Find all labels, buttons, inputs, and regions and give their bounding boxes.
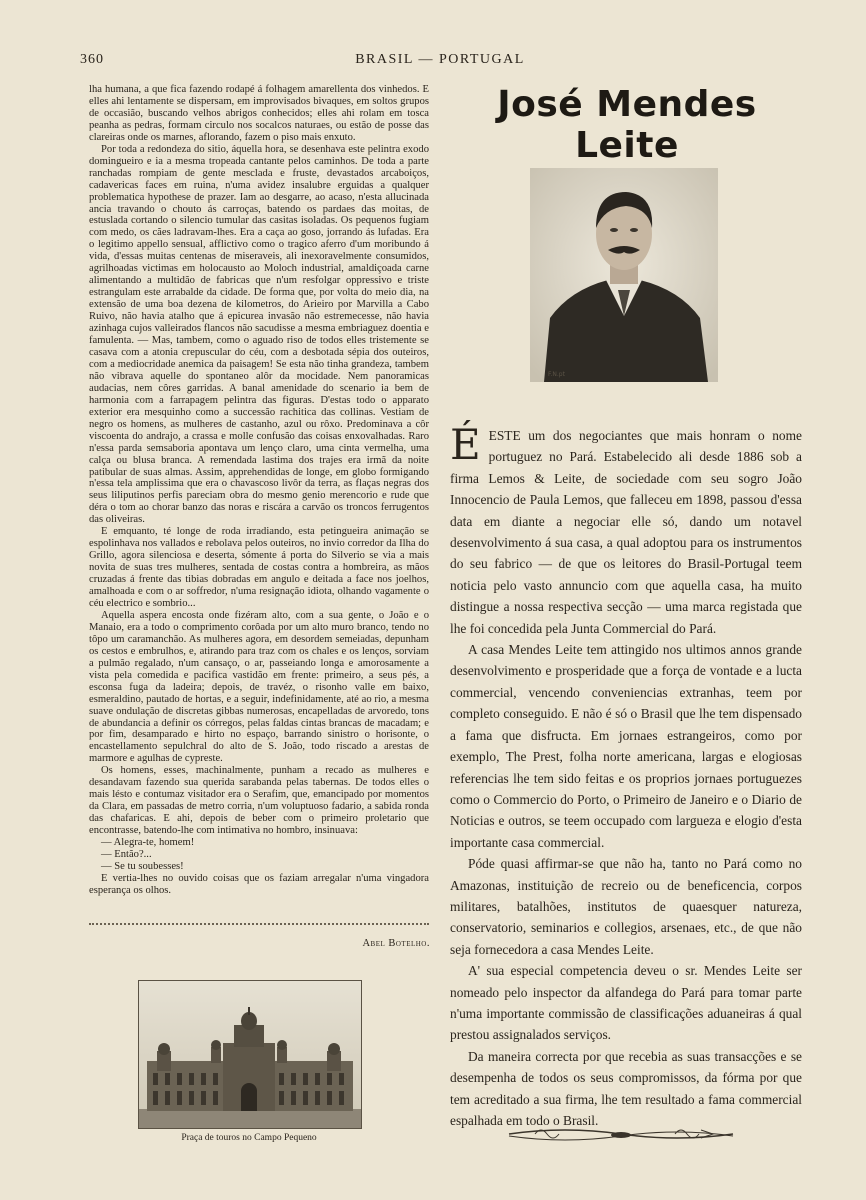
article-title: José Mendes Leite <box>497 84 757 166</box>
running-header: BRASIL — PORTUGAL <box>355 52 525 67</box>
photo-caption: Praça de touros no Campo Pequeno <box>181 1133 317 1143</box>
author-signature: Abel Botelho. <box>362 938 430 949</box>
left-paragraph: Os homens, esses, machinalmente, punham a recado as mulheres e desandavam fazendo sua querida sarabanda pelas tabernas. De todos elles o mais lésto e contumaz visitador era o Serafim, que, emancipado por momentos da Clara, em passadas de metro corria, n'um voluptuoso fadario, a sabida ronda das chafaricas. E ahi, depois de beber com o primeiro proletario que encontrasse, batendo-lhe com intimativa no hombro, insinuava: <box>89 765 429 837</box>
right-paragraph: A' sua especial competencia deveu o sr. Mendes Leite ser nomeado pelo inspector da alfandega do Pará para tomar parte n'uma importante commissão de classificações aduaneiras á qual prestou assignalados serviços. <box>450 963 802 1043</box>
left-paragraph: E vertia-lhes no ouvido coisas que os faziam arregalar n'uma vingadora esperança os olhos. <box>89 872 429 896</box>
right-paragraph-text: ESTE um dos negociantes que mais honram o nome portuguez no Pará. Estabelecido ali desde 1886 sob a firma Lemos & Leite, de sociedade com seu sogro João Innocencio de Paula Lemos, que falleceu em 1898, passou d'essa data em diante a negociar elle só, dando um notavel desenvolvimento á sua casa, a qual adoptou para os instrumentos do seu fabrico — de que os leitores do Brasil-Portugal teem noticia pelo vasto annuncio com que aquella casa, ha muito distingue a nossa respectiva secção — uma marca registada que lhe foi concedida pela Junta Commercial do Pará. <box>450 428 802 636</box>
ornament-divider <box>505 1122 737 1146</box>
dotted-divider <box>89 915 429 925</box>
left-dialogue-line: — Então?... <box>101 849 152 860</box>
right-paragraph <box>450 420 802 639</box>
photo-credit: F.N.pt <box>548 371 565 378</box>
right-paragraph: A casa Mendes Leite tem attingido nos ultimos annos grande desenvolvimento e prosperidade que a força de vontade e a lucta commercial, vencendo conveniencias extranhas, teem por completo conseguido. E não é só o Brasil que lhe tem dispensado a fama que disfructa. Em jornaes estrangeiros, como por exemplo, The Prest, folha norte americana, largas e elogiosas referencias lhe tem sido feitas e os proprios jornaes portuguezes como o Commercio do Porto, o Primeiro de Janeiro e o Diario de Noticias e outros, se teem occupado com largueza e elogio d'esta importante casa commercial. <box>450 642 802 850</box>
left-paragraph: Aquella aspera encosta onde fizéram alto, com a sua gente, o João e o Manaio, era a todo o comprimento corôada por um alto muro branco, tendo no tôpo um caramanchão. As mulheres agora, em desordem semeiadas, depunham os cestos e embrulhos, e, atirando para traz com os chales e os lenços, sorviam a pulmão regalado, n'um cansaço, o ar, passeiando longa e amorosamente a vista pela comedida e pacifica vastidão em frente: primeiro, a seus pés, a esconsa fuga da ladeira; depois, de travéz, o risonho valle em baixo, esmeraldino, pautado de hortas, e a seguir, indefinidamente, até ao rio, a mesma suave ondulação de discretas gibbas numerosas, encapelladas de arvoredo, tons de abundancia a definir os córregos, pelas faldas cintas brancas de macadam; e por fim, desamparado e hirto no espaço, barrando sinistro o horisonte, o encastellamento sepulchral do alto de S. João, todo riscado a arestas de marmore e agulhas de cypreste. <box>89 609 429 765</box>
page-number: 360 <box>80 52 104 67</box>
right-paragraph: Da maneira correcta por que recebia as suas transacções e se desempenha de todos os seus compromissos, da fórma por que tem acreditado a sua firma, lhe tem resultado a fama commercial espalhada em todo o Brasil. <box>450 1048 802 1128</box>
left-dialogue-line: — Alegra-te, homem! <box>101 837 195 849</box>
drop-cap: É <box>450 420 481 469</box>
bullring-photo <box>138 980 362 1129</box>
left-paragraph: lha humana, a que fica fazendo rodapé á folhagem amarellenta dos vinhedos. E elles ahi lentamente se dispersam, em improvisados bivaques, em soltos grupos de occasião, buscando velhos abrigos conhecidos; elles ahi rolam em tosca peanha as pedras, formam circulo nos socalcos naturaes, ou estão de posse das clareiras onde os marnes, aflorando, fazem o piso mais enxuto. <box>89 84 429 143</box>
portrait-photo <box>530 168 718 382</box>
left-article-body <box>89 84 429 897</box>
left-dialogue-line: — Se tu soubesses! <box>101 860 184 872</box>
left-paragraph: Por toda a redondeza do sitio, áquella hora, se desenhava este pelintra exodo domingueiro e ia a mesma tropeada cantante pelos caminhos. De toda a parte ranchadas rompiam de gente mesclada e fruste, devastados arcaboiços, cadavericas faces em ruina, n'uma avidez insalubre erguidas a qualquer problematica hypothese de prazer. Iam ao desgarre, ao acaso, n'esta allucinada ancia travando o chouto ás carroças, batendo os pardaes das moitas, de estuslada cortando o silencio tumular das casitas isoladas. Os pequenos fugiam com medo, os cães ladravam-lhes. Era a caça ao goso, jorrando ás lufadas. Era o legitimo appello sensual, afflictivo como o tragico aferro d'um moribundo á vida, d'essas muitas centenas de miseraveis, ali inexoravelmente consumidos, agrilhoadas victimas em holocausto ao Moloch industrial, amaldiçoada carne alimentando a multidão de fabricas que n'um resfolgar oppressivo e triste estrangulam este arrabalde da cidade. De forma que, por volta do meio dia, na extensão de uma boa dezena de kilometros, do Arieiro por Marvilla a Cabo Ruivo, não havia atalho que á epicurea invasão não estremecesse, não havia azinhaga cujos valleirados flancos não sacudisse a mesma embriaguez doentia e famulenta. — Mas, tambem, como o aguado riso de todos elles tristemente se casava com a atonia crepuscular do céu, com a desbotada sépia dos outeiros, com a mediocridade anemica da paisagem! Se esta não tinha grandeza, tambem não vibrava aquelle do spontaneo alôr da mocidade. Nem panoramicas audacias, nem côres garridas. A banal amenidade do scenario ia bem de harmonia com a farrapagem pelintra das figuras. D'estas todo o apparato exterior era mesquinho como a successão rachitica das collinas. Vestiam de negro os homens, as mulheres de castanho, azul ou rôxo. Predominava a côr viscoenta do andrajo, a crassa e molle confusão das coisas enxovalhadas. Raro n'essa parda semsaboria apontava um lenço claro, uma cinta vermelha, uma calça ou blusa branca. A remendada lastima dos trajes era irmã da noite patibular de suas almas. Assim, apprehendidas de longe, em globo formigando n'essa tela amplissima que era o chavascoso livôr da terra, as flaças negras dos seus liliputinos perfis pareciam obra do mesmo genio merencorio e rude que déra o tom ao chorar banzo das noras e riscára a carvão os troncos ferrugentos das oliveiras. <box>89 143 429 526</box>
right-article-body <box>450 420 802 1131</box>
right-paragraph: Póde quasi affirmar-se que não ha, tanto no Pará como no Amazonas, instituição de recreio ou de beneficencia, corpos militares, batalhões, institutos de quaesquer natureza, conservatorio, seminarios e collegios, arsenaes, etc., de que não seja fornecedora a casa Mendes Leite. <box>450 856 802 957</box>
left-paragraph: E emquanto, té longe de roda irradiando, esta petingueira animação se espolinhava nos vallados e rebolava pelos outeiros, no invio corredor da Ilha do Grillo, agora silenciosa e deserta, sómente á porta do Silverio se via a mais novita de suas tres mulheres, sentada de costas contra a hombreira, as mãos cruzadas á frente das tibias dobradas em angulo e deitada a face nos joelhos, amalhoada e com o ar soffredor, n'uma resignação idiota, olhando vagamente o céu electrico e sombrio... <box>89 526 429 609</box>
